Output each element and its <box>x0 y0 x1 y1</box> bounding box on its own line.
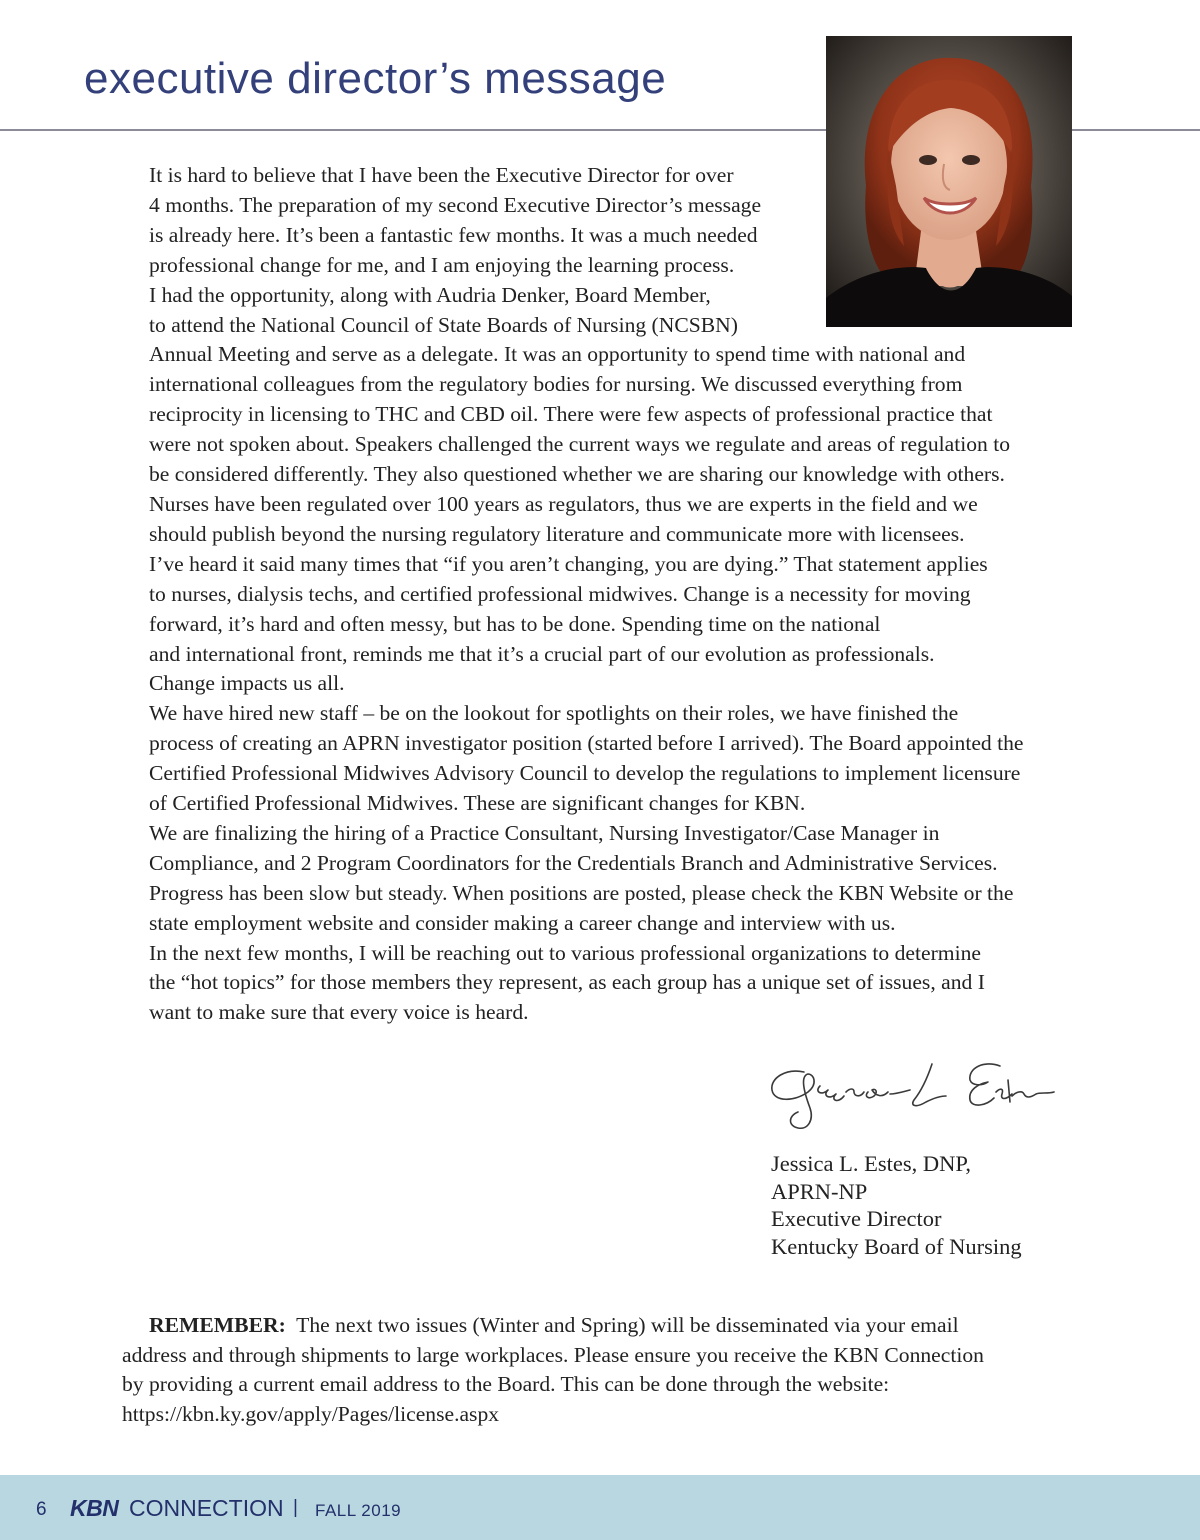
handwritten-signature <box>764 1052 1064 1136</box>
text-line: be considered differently. They also questioned whether we are sharing our knowledge with others. <box>149 462 1005 487</box>
remember-text: The next two issues (Winter and Spring) will be disseminated via your email <box>285 1313 959 1337</box>
text-line: I’ve heard it said many times that “if you aren’t changing, you are dying.” That statement applies <box>149 551 988 576</box>
brand-kbn: KBN <box>70 1495 119 1521</box>
text-line: process of creating an APRN investigator position (started before I arrived). The Board appointed the <box>149 731 1024 756</box>
footer-separator: | <box>293 1497 298 1518</box>
remember-text: by providing a current email address to the Board. This can be done through the website: <box>122 1372 890 1396</box>
text-line: We are finalizing the hiring of a Practice Consultant, Nursing Investigator/Case Manager in <box>149 820 940 845</box>
header-rule-right <box>1072 129 1200 131</box>
paragraph-3 <box>122 550 1072 700</box>
signatory-title: Executive Director <box>771 1206 942 1231</box>
text-line: Progress has been slow but steady. When positions are posted, please check the KBN Website or the <box>149 880 1014 905</box>
text-line: forward, it’s hard and often messy, but has to be done. Spending time on the national <box>149 611 881 636</box>
page-footer <box>0 1475 1200 1540</box>
text-line: I had the opportunity, along with Audria Denker, Board Member, <box>149 282 711 307</box>
license-url: https://kbn.ky.gov/apply/Pages/license.aspx <box>122 1401 500 1426</box>
text-line: is already here. It’s been a fantastic few months. It was a much needed <box>149 222 758 247</box>
signature-block <box>771 1150 1022 1260</box>
header-rule-left <box>0 129 826 131</box>
page-number: 6 <box>36 1499 47 1520</box>
text-line: want to make sure that every voice is heard. <box>149 1000 529 1025</box>
page-title: executive director’s message <box>84 54 667 103</box>
remember-notice <box>122 1311 1072 1429</box>
text-line: to nurses, dialysis techs, and certified professional midwives. Change is a necessity for moving <box>149 581 971 606</box>
text-line: and international front, reminds me that it’s a crucial part of our evolution as professionals. <box>149 641 935 666</box>
text-line: were not spoken about. Speakers challenged the current ways we regulate and areas of regulation to <box>149 432 1011 457</box>
remember-text: address and through shipments to large workplaces. Please ensure you receive the KBN Connection <box>122 1342 984 1367</box>
text-line: 4 months. The preparation of my second Executive Director’s message <box>149 192 762 217</box>
remember-label: REMEMBER: <box>149 1313 286 1337</box>
paragraph-6 <box>122 939 1072 1029</box>
text-line: reciprocity in licensing to THC and CBD oil. There were few aspects of professional practice that <box>149 402 993 427</box>
text-line: Compliance, and 2 Program Coordinators for the Credentials Branch and Administrative Services. <box>149 850 998 875</box>
photo-text-wrap-spacer <box>782 161 1072 329</box>
brand-connection: CONNECTION <box>129 1495 284 1521</box>
signatory-credential: APRN-NP <box>771 1178 868 1204</box>
text-line: should publish beyond the nursing regulatory literature and communicate more with licensees. <box>149 521 965 546</box>
text-line: the “hot topics” for those members they represent, as each group has a unique set of issues, and I <box>149 970 985 995</box>
paragraph-4 <box>122 699 1072 819</box>
signatory-name: Jessica L. Estes, DNP, <box>771 1151 971 1176</box>
text-line: to attend the National Council of State Boards of Nursing (NCSBN) <box>149 312 738 337</box>
text-line: Certified Professional Midwives Advisory Council to develop the regulations to implement licensure <box>149 761 1021 786</box>
text-line: We have hired new staff – be on the lookout for spotlights on their roles, we have finished the <box>149 701 959 726</box>
text-line: Annual Meeting and serve as a delegate. It was an opportunity to spend time with national and <box>149 342 966 367</box>
message-body <box>122 161 1072 1028</box>
signatory-organization: Kentucky Board of Nursing <box>771 1233 1022 1259</box>
text-line: Change impacts us all. <box>149 671 345 696</box>
issue-label: FALL 2019 <box>315 1501 402 1520</box>
text-line: international colleagues from the regulatory bodies for nursing. We discussed everything from <box>149 372 963 397</box>
text-line: It is hard to believe that I have been the Executive Director for over <box>149 163 734 187</box>
text-line: Nurses have been regulated over 100 years as regulators, thus we are experts in the field and we <box>149 491 978 516</box>
text-line: professional change for me, and I am enjoying the learning process. <box>149 252 735 277</box>
text-line: state employment website and consider making a career change and interview with us. <box>149 910 896 935</box>
text-line: In the next few months, I will be reaching out to various professional organizations to determine <box>149 940 981 965</box>
text-line: of Certified Professional Midwives. These are significant changes for KBN. <box>149 791 806 816</box>
paragraph-5 <box>122 819 1072 939</box>
